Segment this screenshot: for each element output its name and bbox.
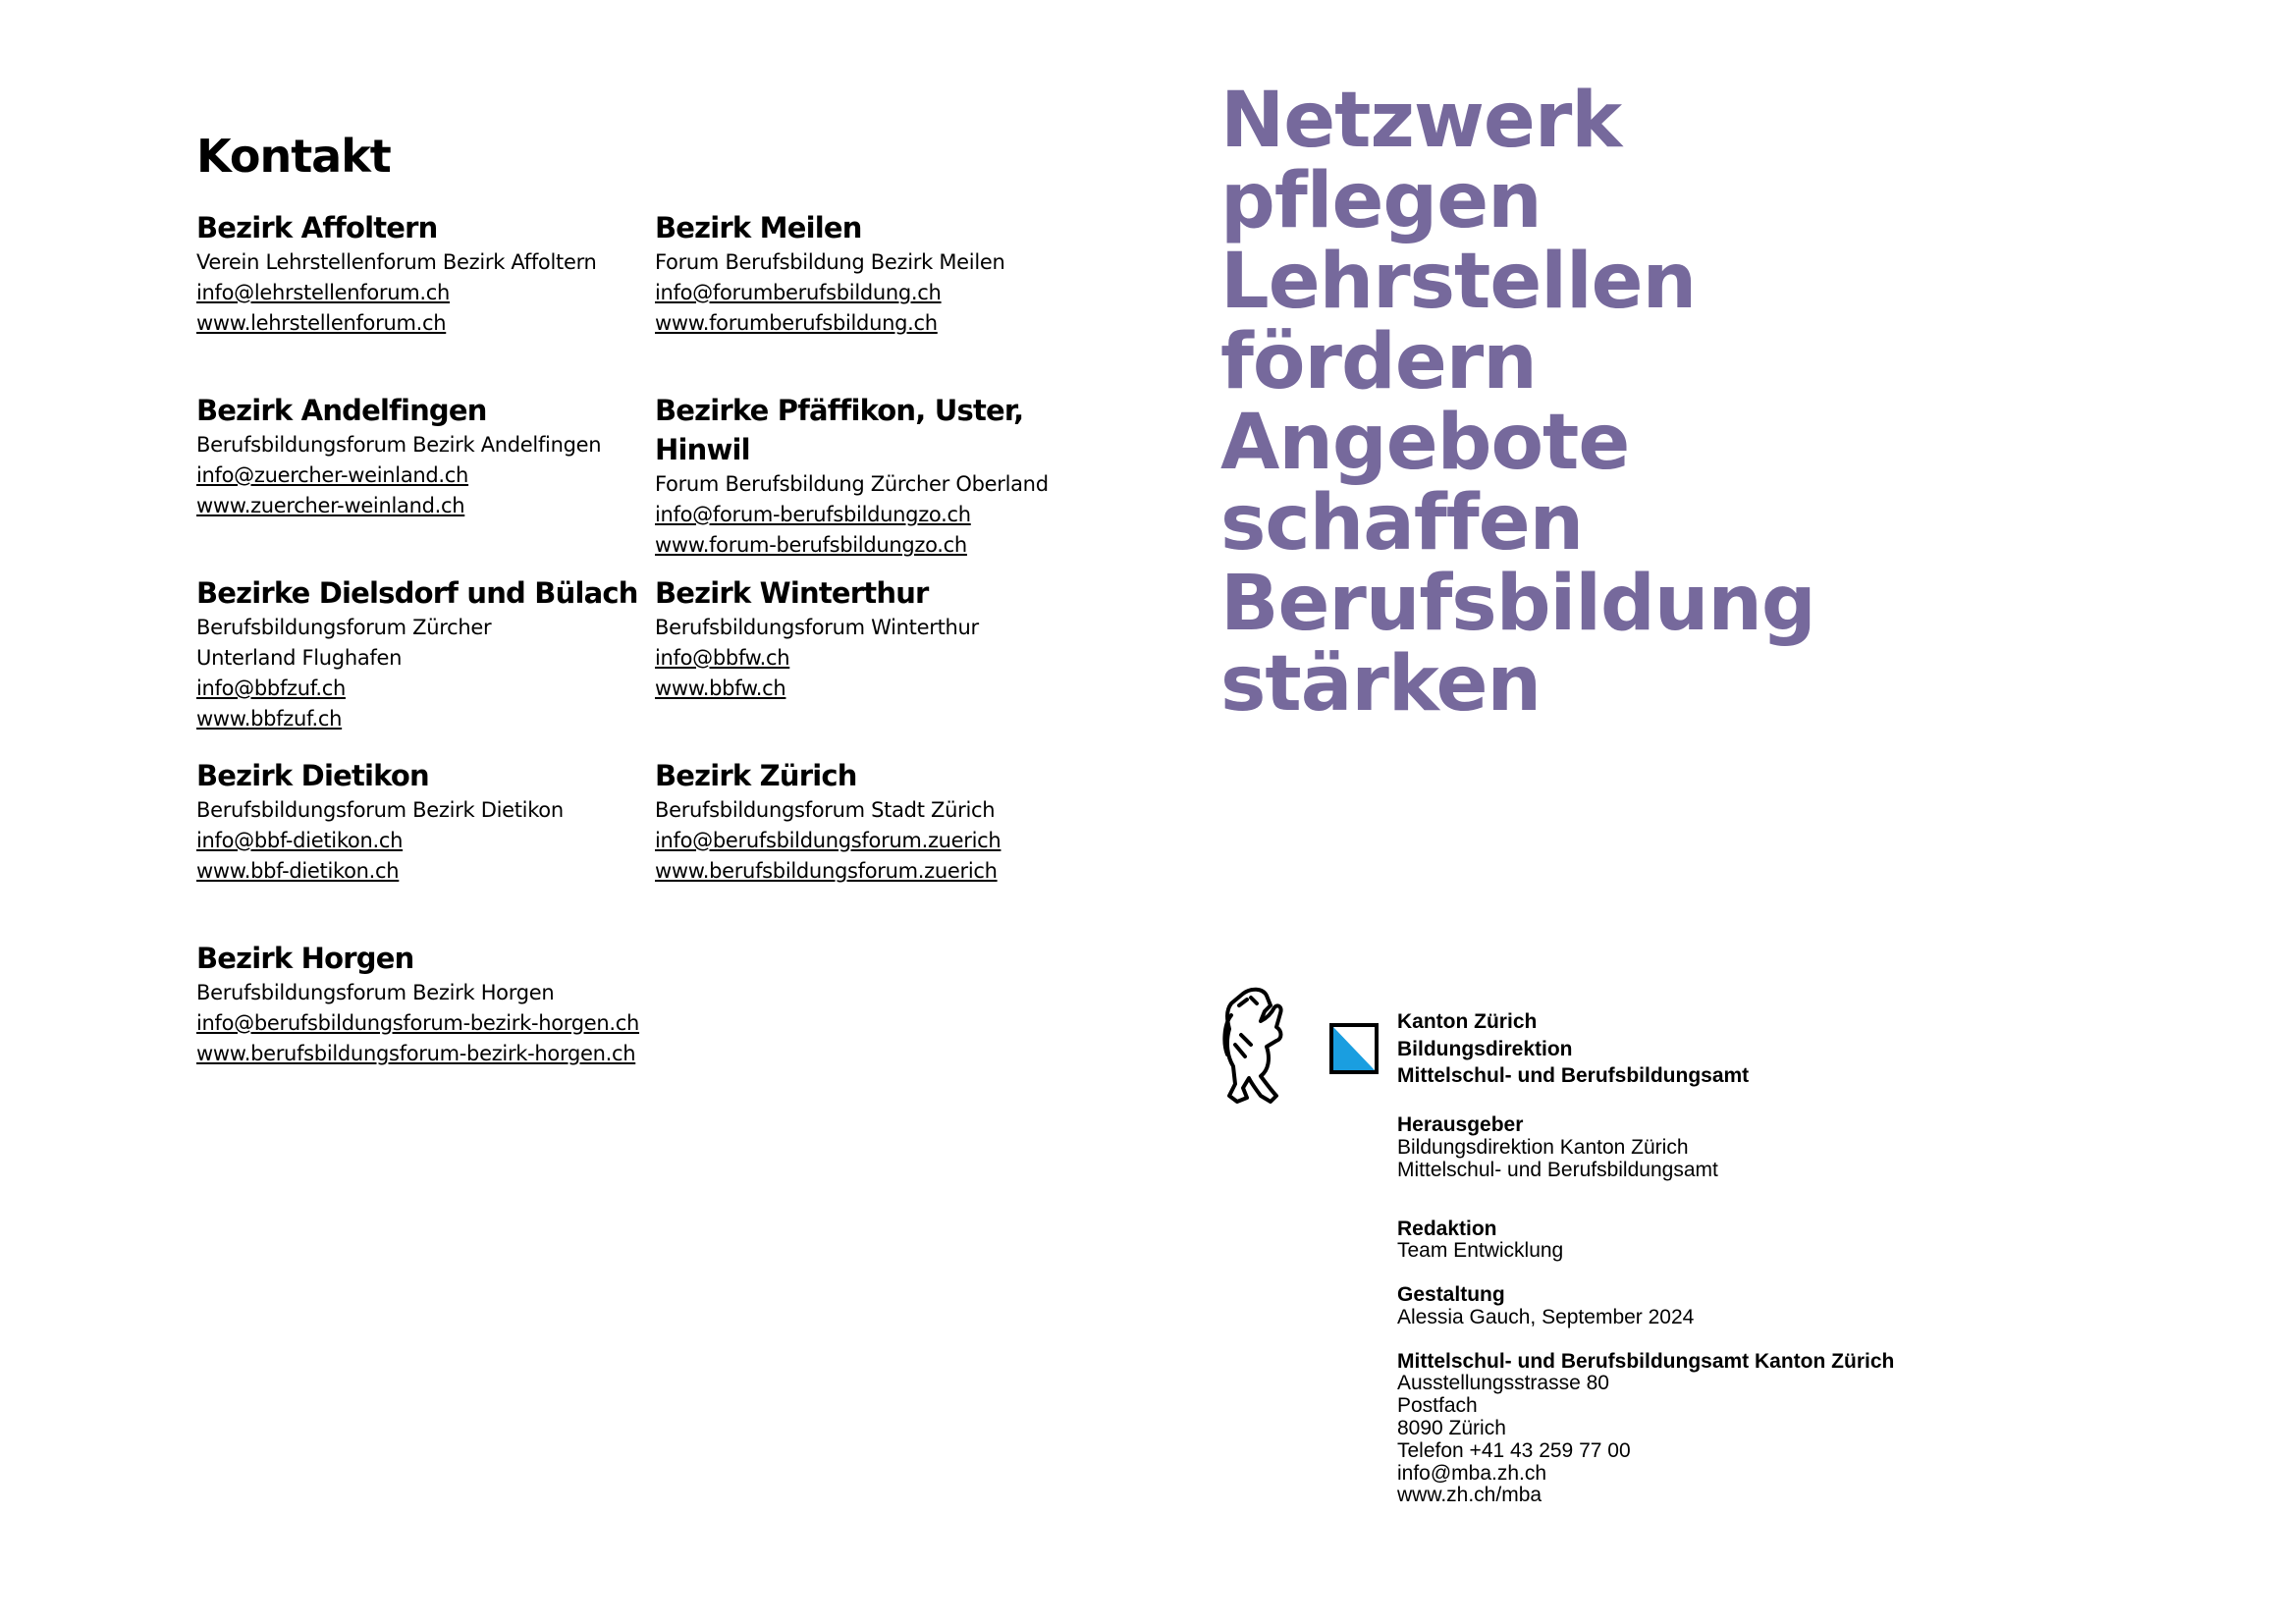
contact-section <box>196 391 648 521</box>
herausgeber-label: Herausgeber <box>1397 1113 1524 1137</box>
org-block <box>1397 1008 1894 1090</box>
org-line: Kanton Zürich <box>1397 1010 1538 1033</box>
email-link[interactable]: info@berufsbildungsforum.zuerich <box>655 829 1001 852</box>
organisation-name: Verein Lehrstellenforum Bezirk Affoltern <box>196 250 597 274</box>
email-link[interactable]: info@lehrstellenforum.ch <box>196 281 451 304</box>
imprint <box>1397 1008 1894 1507</box>
website-link[interactable]: www.bbfzuf.ch <box>196 707 343 731</box>
headline-line: fördern <box>1220 318 1537 406</box>
section-heading: Bezirk Winterthur <box>655 576 929 610</box>
website-link[interactable]: www.zuercher-weinland.ch <box>196 494 465 517</box>
section-heading: Bezirk Andelfingen <box>196 394 487 427</box>
address-line: 8090 Zürich <box>1397 1417 1506 1440</box>
section-heading: Bezirk Zürich <box>655 759 857 792</box>
contact-section <box>196 756 648 887</box>
section-heading: Bezirk Horgen <box>196 942 414 975</box>
page-title: Kontakt <box>196 130 391 183</box>
organisation-name: Forum Berufsbildung Zürcher Oberland <box>655 472 1049 496</box>
website-link[interactable]: www.forumberufsbildung.ch <box>655 311 938 335</box>
website-link[interactable]: www.bbf-dietikon.ch <box>196 859 400 883</box>
email-link[interactable]: info@bbfzuf.ch <box>196 677 346 700</box>
email-link[interactable]: info@bbfw.ch <box>655 646 790 670</box>
organisation-name: Berufsbildungsforum Bezirk Horgen <box>196 981 555 1004</box>
contact-section <box>655 391 1107 561</box>
zurich-flag-icon <box>1329 1023 1379 1074</box>
address-line: Telefon +41 43 259 77 00 <box>1397 1438 1631 1462</box>
organisation-name: Berufsbildungsforum Bezirk Andelfingen <box>196 433 602 457</box>
email-link[interactable]: info@forumberufsbildung.ch <box>655 281 942 304</box>
organisation-name: Berufsbildungsforum Winterthur <box>655 616 979 639</box>
website-link[interactable]: www.berufsbildungsforum.zuerich <box>655 859 998 883</box>
headline-line: Berufsbildung <box>1220 560 1815 648</box>
email-link[interactable]: info@zuercher-weinland.ch <box>196 463 469 487</box>
email-link[interactable]: info@forum-berufsbildungzo.ch <box>655 503 971 526</box>
headline-line: pflegen <box>1220 157 1542 245</box>
headline-line: stärken <box>1220 640 1542 729</box>
section-heading: Bezirke Pfäffikon, Uster, Hinwil <box>655 394 1024 466</box>
organisation-name: Forum Berufsbildung Bezirk Meilen <box>655 250 1005 274</box>
organisation-name: Berufsbildungsforum Zürcher <box>196 616 492 639</box>
headline-line: Netzwerk <box>1220 77 1622 165</box>
website-link[interactable]: www.bbfw.ch <box>655 677 786 700</box>
organisation-name: Unterland Flughafen <box>196 646 403 670</box>
contact-section <box>655 573 1107 704</box>
section-heading: Bezirk Affoltern <box>196 211 438 244</box>
lion-icon <box>1221 986 1312 1108</box>
contact-section <box>196 939 648 1069</box>
gestaltung-value: Alessia Gauch, September 2024 <box>1397 1305 1695 1328</box>
email-link[interactable]: info@bbf-dietikon.ch <box>196 829 404 852</box>
headline-line: schaffen <box>1220 479 1584 568</box>
address-email[interactable]: info@mba.zh.ch <box>1397 1461 1547 1485</box>
organisation-name: Berufsbildungsforum Stadt Zürich <box>655 798 996 822</box>
website-link[interactable]: www.forum-berufsbildungzo.ch <box>655 533 967 557</box>
address-web[interactable]: www.zh.ch/mba <box>1397 1484 1542 1507</box>
address-line: Postfach <box>1397 1394 1478 1418</box>
headline <box>1220 77 1815 729</box>
section-heading: Bezirke Dielsdorf und Bülach <box>196 576 638 610</box>
headline-line: Angebote <box>1220 399 1630 487</box>
gestaltung-label: Gestaltung <box>1397 1283 1505 1307</box>
contact-section <box>655 208 1107 339</box>
organisation-name: Berufsbildungsforum Bezirk Dietikon <box>196 798 564 822</box>
section-heading: Bezirk Dietikon <box>196 759 429 792</box>
email-link[interactable]: info@berufsbildungsforum-bezirk-horgen.ch <box>196 1011 640 1035</box>
address-line: Ausstellungsstrasse 80 <box>1397 1372 1609 1395</box>
herausgeber-line: Bildungsdirektion Kanton Zürich <box>1397 1135 1689 1159</box>
contact-section <box>196 573 648 734</box>
org-line: Bildungsdirektion <box>1397 1037 1573 1060</box>
headline-line: Lehrstellen <box>1220 238 1697 326</box>
website-link[interactable]: www.berufsbildungsforum-bezirk-horgen.ch <box>196 1042 636 1065</box>
herausgeber-line: Mittelschul- und Berufsbildungsamt <box>1397 1158 1718 1181</box>
contact-section <box>196 208 648 339</box>
address-label: Mittelschul- und Berufsbildungsamt Kanton Zürich <box>1397 1349 1895 1373</box>
section-heading: Bezirk Meilen <box>655 211 862 244</box>
redaktion-value: Team Entwicklung <box>1397 1239 1564 1263</box>
website-link[interactable]: www.lehrstellenforum.ch <box>196 311 447 335</box>
org-line: Mittelschul- und Berufsbildungsamt <box>1397 1064 1750 1088</box>
redaktion-label: Redaktion <box>1397 1217 1497 1240</box>
contact-section <box>655 756 1107 887</box>
